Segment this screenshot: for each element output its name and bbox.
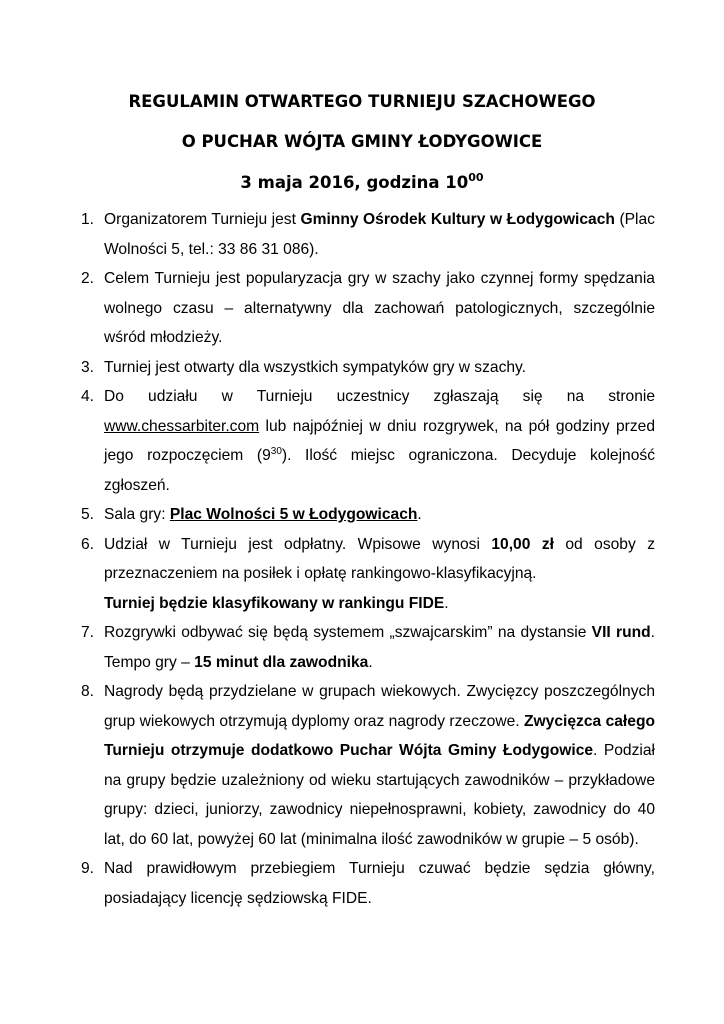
item-text: Udział w Turnieju jest odpłatny. Wpisowe wynosi 10,00 zł od osoby z przeznaczeniem na posiłek i opłatę rankingowo-klasyfikacyjną. (104, 535, 655, 582)
time-superscript: 30 (270, 446, 282, 457)
item-number: 5. (80, 506, 94, 523)
list-item (0, 854, 724, 913)
list-item (0, 353, 724, 383)
title-date: 3 maja 2016, godzina 10 (240, 173, 469, 192)
list-item (0, 500, 724, 530)
item-text: Nagrody będą przydzielane w grupach wiekowych. Zwycięzcy poszczególnych grup wiekowych otrzymują dyplomy oraz nagrody rzeczowe. Zwycięzca całego Turnieju otrzymuje dodatkowo Puchar Wójta Gminy Łodygowice. Podział na grupy będzie uzależniony od wieku startujących zawodników – przykładowe grupy: dzieci, juniorzy, zawodnicy niepełnosprawni, kobiety, zawodnicy do 40 lat, do 60 lat, powyżej 60 lat (minimalna ilość zawodników w grupie – 5 osób). (104, 683, 655, 848)
list-item (0, 382, 724, 500)
item-number: 1. (80, 211, 94, 228)
rounds-count: VII rund (591, 624, 651, 641)
list-item (0, 205, 724, 264)
item-text: Turniej jest otwarty dla wszystkich sympatyków gry w szachy. (104, 358, 527, 376)
item-number: 2. (80, 270, 94, 287)
item-text: Organizatorem Turnieju jest Gminny Ośrodek Kultury w Łodygowicach (Plac Wolności 5, tel.: 33 86 31 086). (104, 211, 655, 258)
organizer-name: Gminny Ośrodek Kultury w Łodygowicach (300, 211, 615, 228)
item-number: 4. (80, 388, 94, 405)
venue-address: Plac Wolności 5 w Łodygowicach (169, 506, 418, 523)
list-item (0, 530, 724, 619)
main-prize: Zwycięzca całego Turnieju otrzymuje dodatkowo Puchar Wójta Gminy Łodygowice (104, 712, 655, 759)
title-line-2: O PUCHAR WÓJTA GMINY ŁODYGOWICE (181, 132, 543, 151)
fide-rating-note: Turniej będzie klasyfikowany w rankingu FIDE (104, 594, 445, 612)
item-text: Celem Turnieju jest popularyzacja gry w szachy jako czynnej formy spędzania wolnego czasu – alternatywny dla zachowań patologicznych, szczególnie wśród młodzieży. (104, 270, 655, 346)
item-number: 6. (80, 535, 94, 553)
item-number: 8. (80, 683, 94, 700)
title-line-1: REGULAMIN OTWARTEGO TURNIEJU SZACHOWEGO (128, 92, 596, 111)
item-text: Rozgrywki odbywać się będą systemem „szwajcarskim” na dystansie VII rund. Tempo gry – 15 minut dla zawodnika. (104, 624, 656, 671)
item-text: Sala gry: Plac Wolności 5 w Łodygowicach. (104, 506, 422, 523)
time-control: 15 minut dla zawodnika (194, 653, 369, 671)
chessarbiter-link[interactable]: www.chessarbiter.com (104, 417, 260, 435)
item-text-extra: Turniej będzie klasyfikowany w rankingu FIDE. (104, 594, 449, 612)
rules-list (0, 205, 724, 913)
item-text: Do udziału w Turnieju uczestnicy zgłaszają się na stronie www.chessarbiter.com lub najpóźniej w dniu rozgrywek, na pół godziny przed jego rozpoczęciem $(9^{30})$. Ilość miejsc ograniczona. Decyduje kolejność zgłoszeń. (104, 388, 655, 494)
list-item (0, 618, 724, 677)
title-date-line (0, 173, 724, 193)
item-text: Nad prawidłowym przebiegiem Turnieju czuwać będzie sędzia główny, posiadający licencję sędziowską FIDE. (104, 860, 655, 907)
entry-fee: 10,00 zł (491, 535, 554, 553)
list-item (0, 264, 724, 353)
item-number: 3. (80, 358, 94, 376)
item-number: 9. (80, 860, 94, 877)
title-hour-superscript: 00 (468, 171, 484, 184)
list-item (0, 677, 724, 854)
item-number: 7. (80, 624, 94, 641)
